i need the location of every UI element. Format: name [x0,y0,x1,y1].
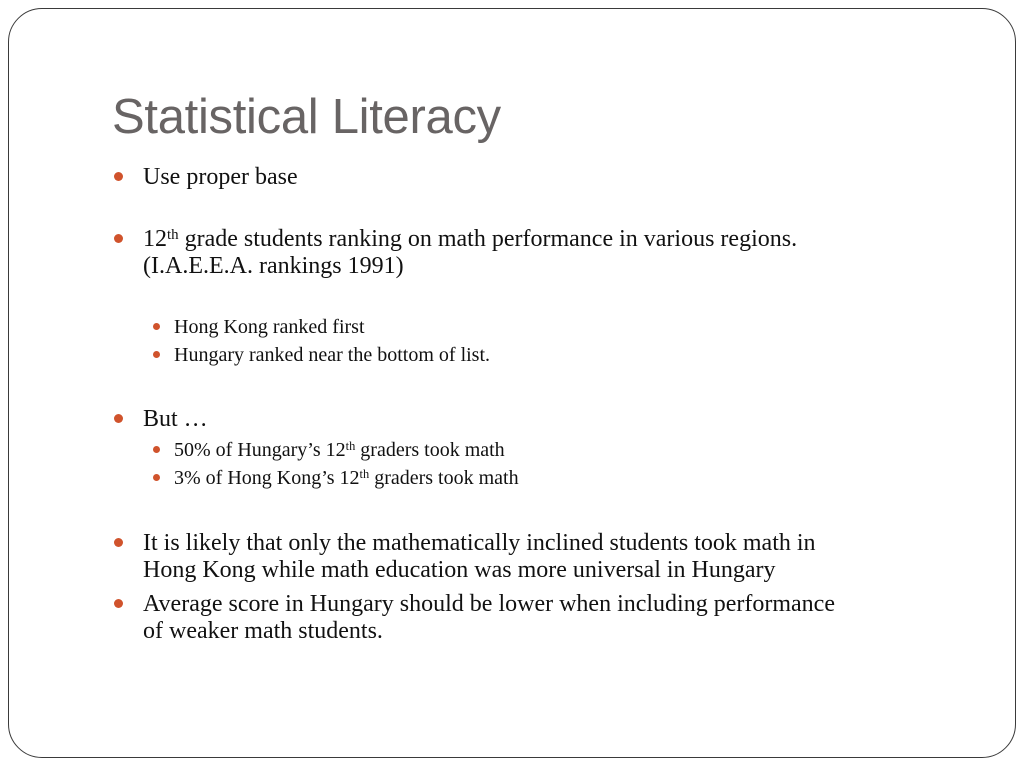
sub-bullet-text-end: graders took math [369,467,519,489]
bullet-dot-icon [114,172,123,181]
sub-bullet-text: 3% of Hong Kong’s 12 [174,467,360,489]
sub-bullet-text: 50% of Hungary’s 12 [174,439,346,461]
bullet-dot-icon [153,323,160,330]
bullet-text-line2: (I.A.E.E.A. rankings 1991) [143,253,404,279]
bullet-dot-icon [114,414,123,423]
bullet-text-line2: Hong Kong while math education was more universal in Hungary [143,557,776,583]
bullet-text: Average score in Hungary should be lower when including performance [143,591,835,617]
sub-bullet-hong-kong-3-percent [174,464,519,492]
bullet-dot-icon [153,446,160,453]
superscript-th: th [167,227,179,244]
sub-bullet-text-end: graders took math [355,439,505,461]
sub-bullet-text: Hong Kong ranked first [174,316,365,338]
bullet-text-number: 12 [143,226,167,252]
bullet-but [143,406,208,433]
superscript-th: th [359,467,370,482]
sub-bullet-hungary-bottom [174,341,490,369]
bullet-12th-grade-ranking [143,226,797,280]
bullet-text: grade students ranking on math performance in various regions. [178,226,798,252]
bullet-dot-icon [153,351,160,358]
bullet-dot-icon [114,538,123,547]
bullet-text: But … [143,406,208,432]
bullet-text: Use proper base [143,164,298,190]
bullet-dot-icon [153,474,160,481]
bullet-text-line2: of weaker math students. [143,618,383,644]
bullet-dot-icon [114,599,123,608]
bullet-average-score-lower [143,591,835,645]
bullet-use-proper-base [143,164,298,191]
sub-bullet-text: Hungary ranked near the bottom of list. [174,344,491,366]
superscript-th: th [345,439,356,454]
sub-bullet-hong-kong-first [174,313,365,341]
bullet-text: It is likely that only the mathematically inclined students took math in [143,530,816,556]
bullet-likely-inclined-students [143,530,816,584]
sub-bullet-hungary-50-percent [174,436,505,464]
bullet-dot-icon [114,234,123,243]
slide-title: Statistical Literacy [112,90,501,144]
